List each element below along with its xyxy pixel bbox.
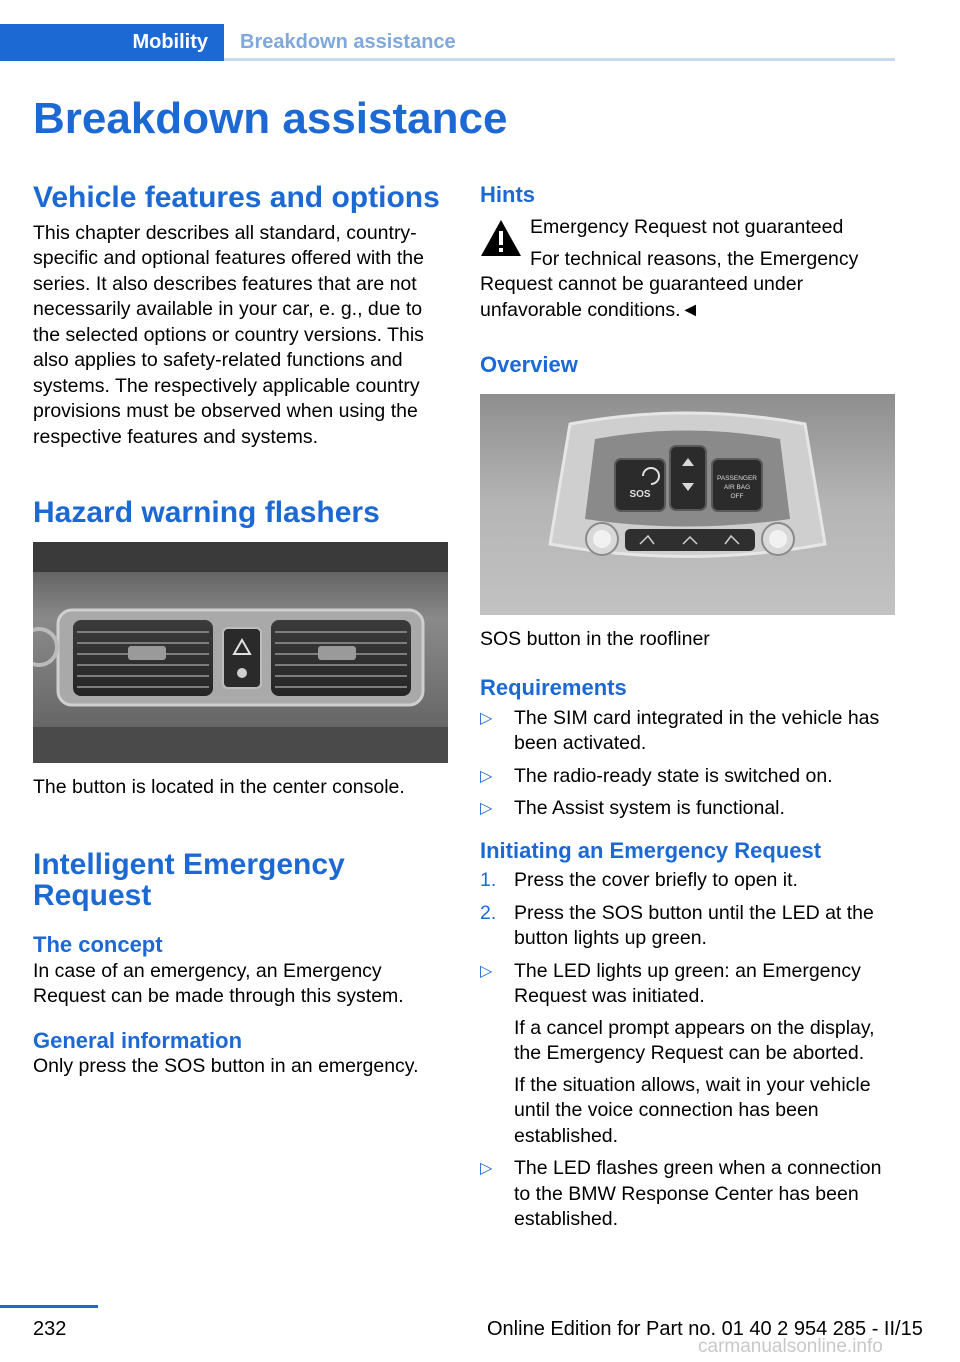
warning-triangle-icon xyxy=(480,219,522,257)
warning-text: For technical reasons, the Emergency Request cannot be guaranteed under unfavorable conditions.◄ xyxy=(480,247,859,321)
overview-heading: Overview xyxy=(480,352,578,378)
hazard-heading: Hazard warning flashers xyxy=(33,496,380,530)
bullet-sub-text: If the situation allows, wait in your vehicle until the voice connection has been established. xyxy=(514,1073,871,1147)
bullet-marker: ▷ xyxy=(480,800,493,818)
left-column xyxy=(33,182,448,1079)
requirement-item: ▷ The Assist system is functional. xyxy=(480,796,895,822)
overview-caption: SOS button in the roofliner xyxy=(480,627,710,650)
sos-label: SOS xyxy=(629,488,651,500)
page-number: 232 xyxy=(33,1318,67,1340)
warning-note xyxy=(480,215,895,323)
header-rule xyxy=(224,58,895,61)
vehicle-features-heading: Vehicle features and options xyxy=(33,181,440,214)
center-console-image xyxy=(33,542,448,763)
bullet-marker: ▷ xyxy=(480,709,493,727)
running-header xyxy=(0,24,895,61)
general-info-text: Only press the SOS button in an emergency. xyxy=(33,1054,419,1077)
step-item: 2. Press the SOS button until the LED at the button lights up green. xyxy=(480,901,874,950)
initiating-heading: Initiating an Emergency Request xyxy=(480,837,822,863)
bullet-marker: ▷ xyxy=(480,1160,493,1178)
hints-heading: Hints xyxy=(480,182,535,207)
emergency-heading: Intelligent Emergency Request xyxy=(33,847,345,913)
hazard-caption: The button is located in the center console. xyxy=(33,776,405,799)
center-console-illustration xyxy=(33,542,448,763)
right-column xyxy=(480,182,895,1240)
roofliner-image xyxy=(480,394,895,615)
footer-rule xyxy=(0,1305,98,1308)
roofliner-illustration xyxy=(480,394,895,615)
off-label: OFF xyxy=(730,492,744,500)
section-tab: Breakdown assistance xyxy=(240,31,456,53)
requirements-heading: Requirements xyxy=(480,675,627,701)
chapter-tab: Mobility xyxy=(0,24,224,61)
initiating-steps xyxy=(480,868,895,952)
requirement-item: ▷ The SIM card integrated in the vehicle has been activated. xyxy=(480,706,880,755)
requirement-item: ▷ The radio-ready state is switched on. xyxy=(480,764,895,790)
initiating-bullet-item: ▷ The LED lights up green: an Emergency Request was initiated. If a cancel prompt appears on the display, the Emergency Request can be aborted. If the situation allows, wait in your vehicle until the voice connection has been established. xyxy=(480,959,895,1150)
requirements-list xyxy=(480,706,895,822)
passenger-label: PASSENGER xyxy=(717,474,757,482)
vehicle-features-text: This chapter describes all standard, country-specific and optional features offered with the series. It also describes features that are not necessarily available in your car, e. g., due to the selected options or country versions. This also applies to safety-related functions and systems. The respectively applicable country provisions must be observed when using the respective features and systems. xyxy=(33,221,424,448)
page-title: Breakdown assistance xyxy=(33,94,508,143)
initiating-bullets xyxy=(480,959,895,1233)
initiating-bullet-item: ▷ The LED flashes green when a connection to the BMW Response Center has been established. xyxy=(480,1157,882,1231)
bullet-marker: ▷ xyxy=(480,767,493,785)
warning-title: Emergency Request not guaranteed xyxy=(530,216,844,239)
general-info-heading: General information xyxy=(33,1027,243,1053)
bullet-marker: ▷ xyxy=(480,962,493,980)
bullet-sub-text: If a cancel prompt appears on the display, the Emergency Request can be aborted. xyxy=(514,1016,875,1065)
watermark: carmanualsonline.info xyxy=(698,1336,883,1357)
airbag-label: AIR BAG xyxy=(723,483,751,491)
edition-label: Online Edition for Part no. 01 40 2 954 285 - II/15 xyxy=(487,1318,923,1340)
step-item: 1. Press the cover briefly to open it. xyxy=(480,869,798,892)
concept-heading: The concept xyxy=(33,932,163,958)
concept-text: In case of an emergency, an Emergency Request can be made through this system. xyxy=(33,959,404,1008)
